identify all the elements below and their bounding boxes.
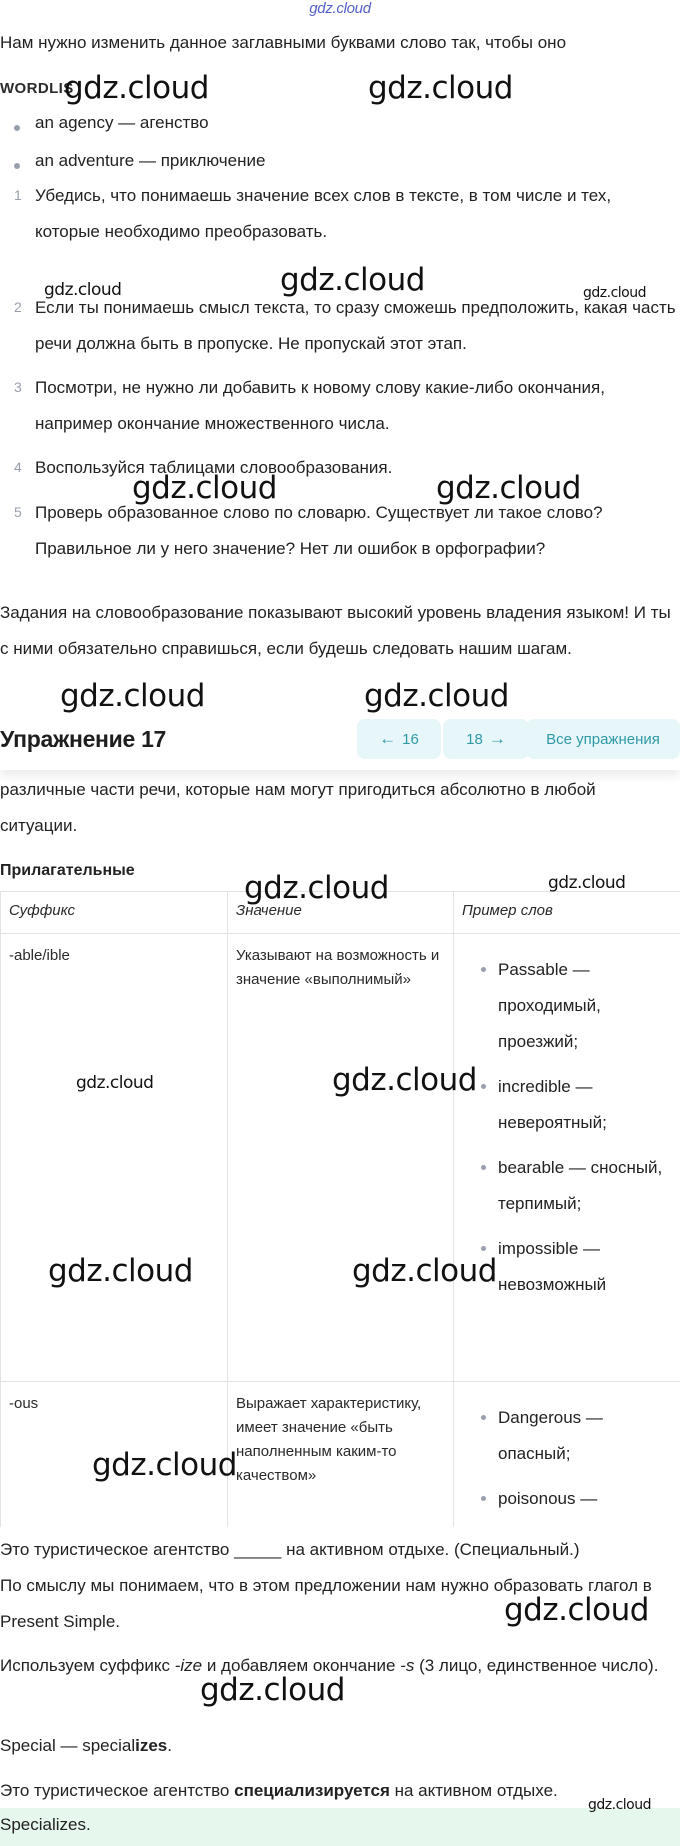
prev-exercise-button[interactable]: [357, 719, 441, 759]
meaning-cell: Выражает характеристику, имеет значение «быть наполненным каким-то качеством»: [228, 1382, 454, 1537]
watermark-logo: gdz.cloud: [436, 470, 581, 506]
step-text: Посмотри, не нужно ли добавить к новому слову какие-либо окончания, например окончание множественного числа.: [35, 378, 605, 433]
watermark-logo: gdz.cloud: [244, 870, 389, 906]
site-logo[interactable]: gdz.cloud: [309, 0, 371, 17]
wordlist-label: WORDLIS: [0, 80, 74, 97]
watermark-logo: gdz.cloud: [504, 1592, 649, 1628]
arrow-right-icon: →: [488, 729, 506, 748]
exercise-nav-bar: [0, 710, 680, 770]
examples-cell: [454, 1382, 680, 1537]
watermark-logo: gdz.cloud: [92, 1447, 237, 1483]
conclusion-text: Задания на словообразование показывают высокий уровень владения языком! И ты с ними обязательно справишься, если будешь следовать нашим шагам.: [0, 603, 671, 658]
adjectives-heading: Прилагательные: [0, 862, 135, 879]
step-number: 4: [14, 459, 22, 475]
example-item: • incredible — невероятный;: [498, 1069, 672, 1141]
example-item: • Passable — проходимый, проезжий;: [498, 952, 672, 1060]
watermark-logo: gdz.cloud: [132, 470, 277, 506]
step-number: 3: [14, 379, 22, 395]
prev-exercise-label: 16: [402, 730, 419, 748]
suffix-explanation: Используем суффикс -ize и добавляем окончание -s (3 лицо, единственное число).: [0, 1656, 659, 1675]
table-header-cell: Пример слов: [454, 892, 680, 934]
bullet-dot: [14, 125, 20, 131]
next-exercise-button[interactable]: [443, 719, 529, 759]
table-header-cell: Значение: [228, 892, 454, 934]
step-number: 1: [14, 187, 22, 203]
parts-of-speech-text: различные части речи, которые нам могут пригодиться абсолютно в любой ситуации.: [0, 780, 596, 835]
next-exercise-label: 18: [466, 730, 483, 748]
wordlist-item: an agency — агенство: [35, 113, 209, 132]
step-number: 5: [14, 504, 22, 520]
watermark-logo: gdz.cloud: [200, 1672, 345, 1708]
example-item: • Dangerous — опасный;: [498, 1400, 672, 1472]
task-sentence: Это туристическое агентство _____ на активном отдыхе. (Специальный.): [0, 1540, 580, 1559]
watermark-logo: gdz.cloud: [44, 280, 122, 300]
bullet-dot: [14, 163, 20, 169]
arrow-left-icon: ←: [379, 729, 397, 748]
table-row: [1, 934, 680, 1382]
answer-box: [0, 1808, 680, 1846]
examples-cell: [454, 934, 680, 1382]
watermark-logo: gdz.cloud: [280, 262, 425, 298]
all-exercises-button[interactable]: [526, 719, 680, 759]
step-number: 2: [14, 299, 22, 315]
word-formation-line: Special — specializes.: [0, 1736, 172, 1755]
intro-text: Нам нужно изменить данное заглавными буквами слово так, чтобы оно: [0, 33, 567, 52]
watermark-logo: gdz.cloud: [364, 678, 509, 714]
explanation-text: По смыслу мы понимаем, что в этом предложении нам нужно образовать глагол в Present Simple.: [0, 1576, 652, 1631]
answer-text: Specializes.: [0, 1815, 91, 1834]
step-text: Проверь образованное слово по словарю. Существует ли такое слово? Правильное ли у него значение? Нет ли ошибок в орфографии?: [35, 503, 603, 558]
watermark-logo: gdz.cloud: [48, 1253, 193, 1289]
watermark-logo: gdz.cloud: [588, 1797, 651, 1813]
watermark-logo: gdz.cloud: [548, 873, 626, 893]
step-text: Воспользуйся таблицами словообразования.: [35, 458, 393, 477]
all-exercises-label: Все упражнения: [546, 730, 660, 748]
watermark-logo: gdz.cloud: [368, 70, 513, 106]
watermark-logo: gdz.cloud: [64, 70, 209, 106]
suffix-table: [0, 891, 680, 1537]
final-sentence: Это туристическое агентство специализируется на активном отдыхе.: [0, 1781, 558, 1800]
watermark-logo: gdz.cloud: [60, 678, 205, 714]
wordlist-item: an adventure — приключение: [35, 151, 266, 170]
table-header-cell: Суффикс: [1, 892, 228, 934]
example-item: • bearable — сносный, терпимый;: [498, 1150, 672, 1222]
example-item: • impossible — невозможный: [498, 1231, 672, 1303]
example-item: • poisonous —: [498, 1481, 672, 1517]
exercise-title: Упражнение 17: [0, 726, 167, 752]
meaning-cell: Указывают на возможность и значение «выполнимый»: [228, 934, 454, 1382]
step-text: Если ты понимаешь смысл текста, то сразу сможешь предположить, какая часть речи должна быть в пропуске. Не пропускай этот этап.: [35, 298, 676, 353]
watermark-logo: gdz.cloud: [332, 1062, 477, 1098]
suffix-cell: -able/ible: [1, 934, 228, 1382]
suffix-cell: -ous: [1, 1382, 228, 1537]
watermark-logo: gdz.cloud: [583, 285, 646, 301]
watermark-logo: gdz.cloud: [76, 1073, 154, 1093]
watermark-logo: gdz.cloud: [352, 1253, 497, 1289]
step-text: Убедись, что понимаешь значение всех слов в тексте, в том числе и тех, которые необходимо преобразовать.: [35, 186, 612, 241]
